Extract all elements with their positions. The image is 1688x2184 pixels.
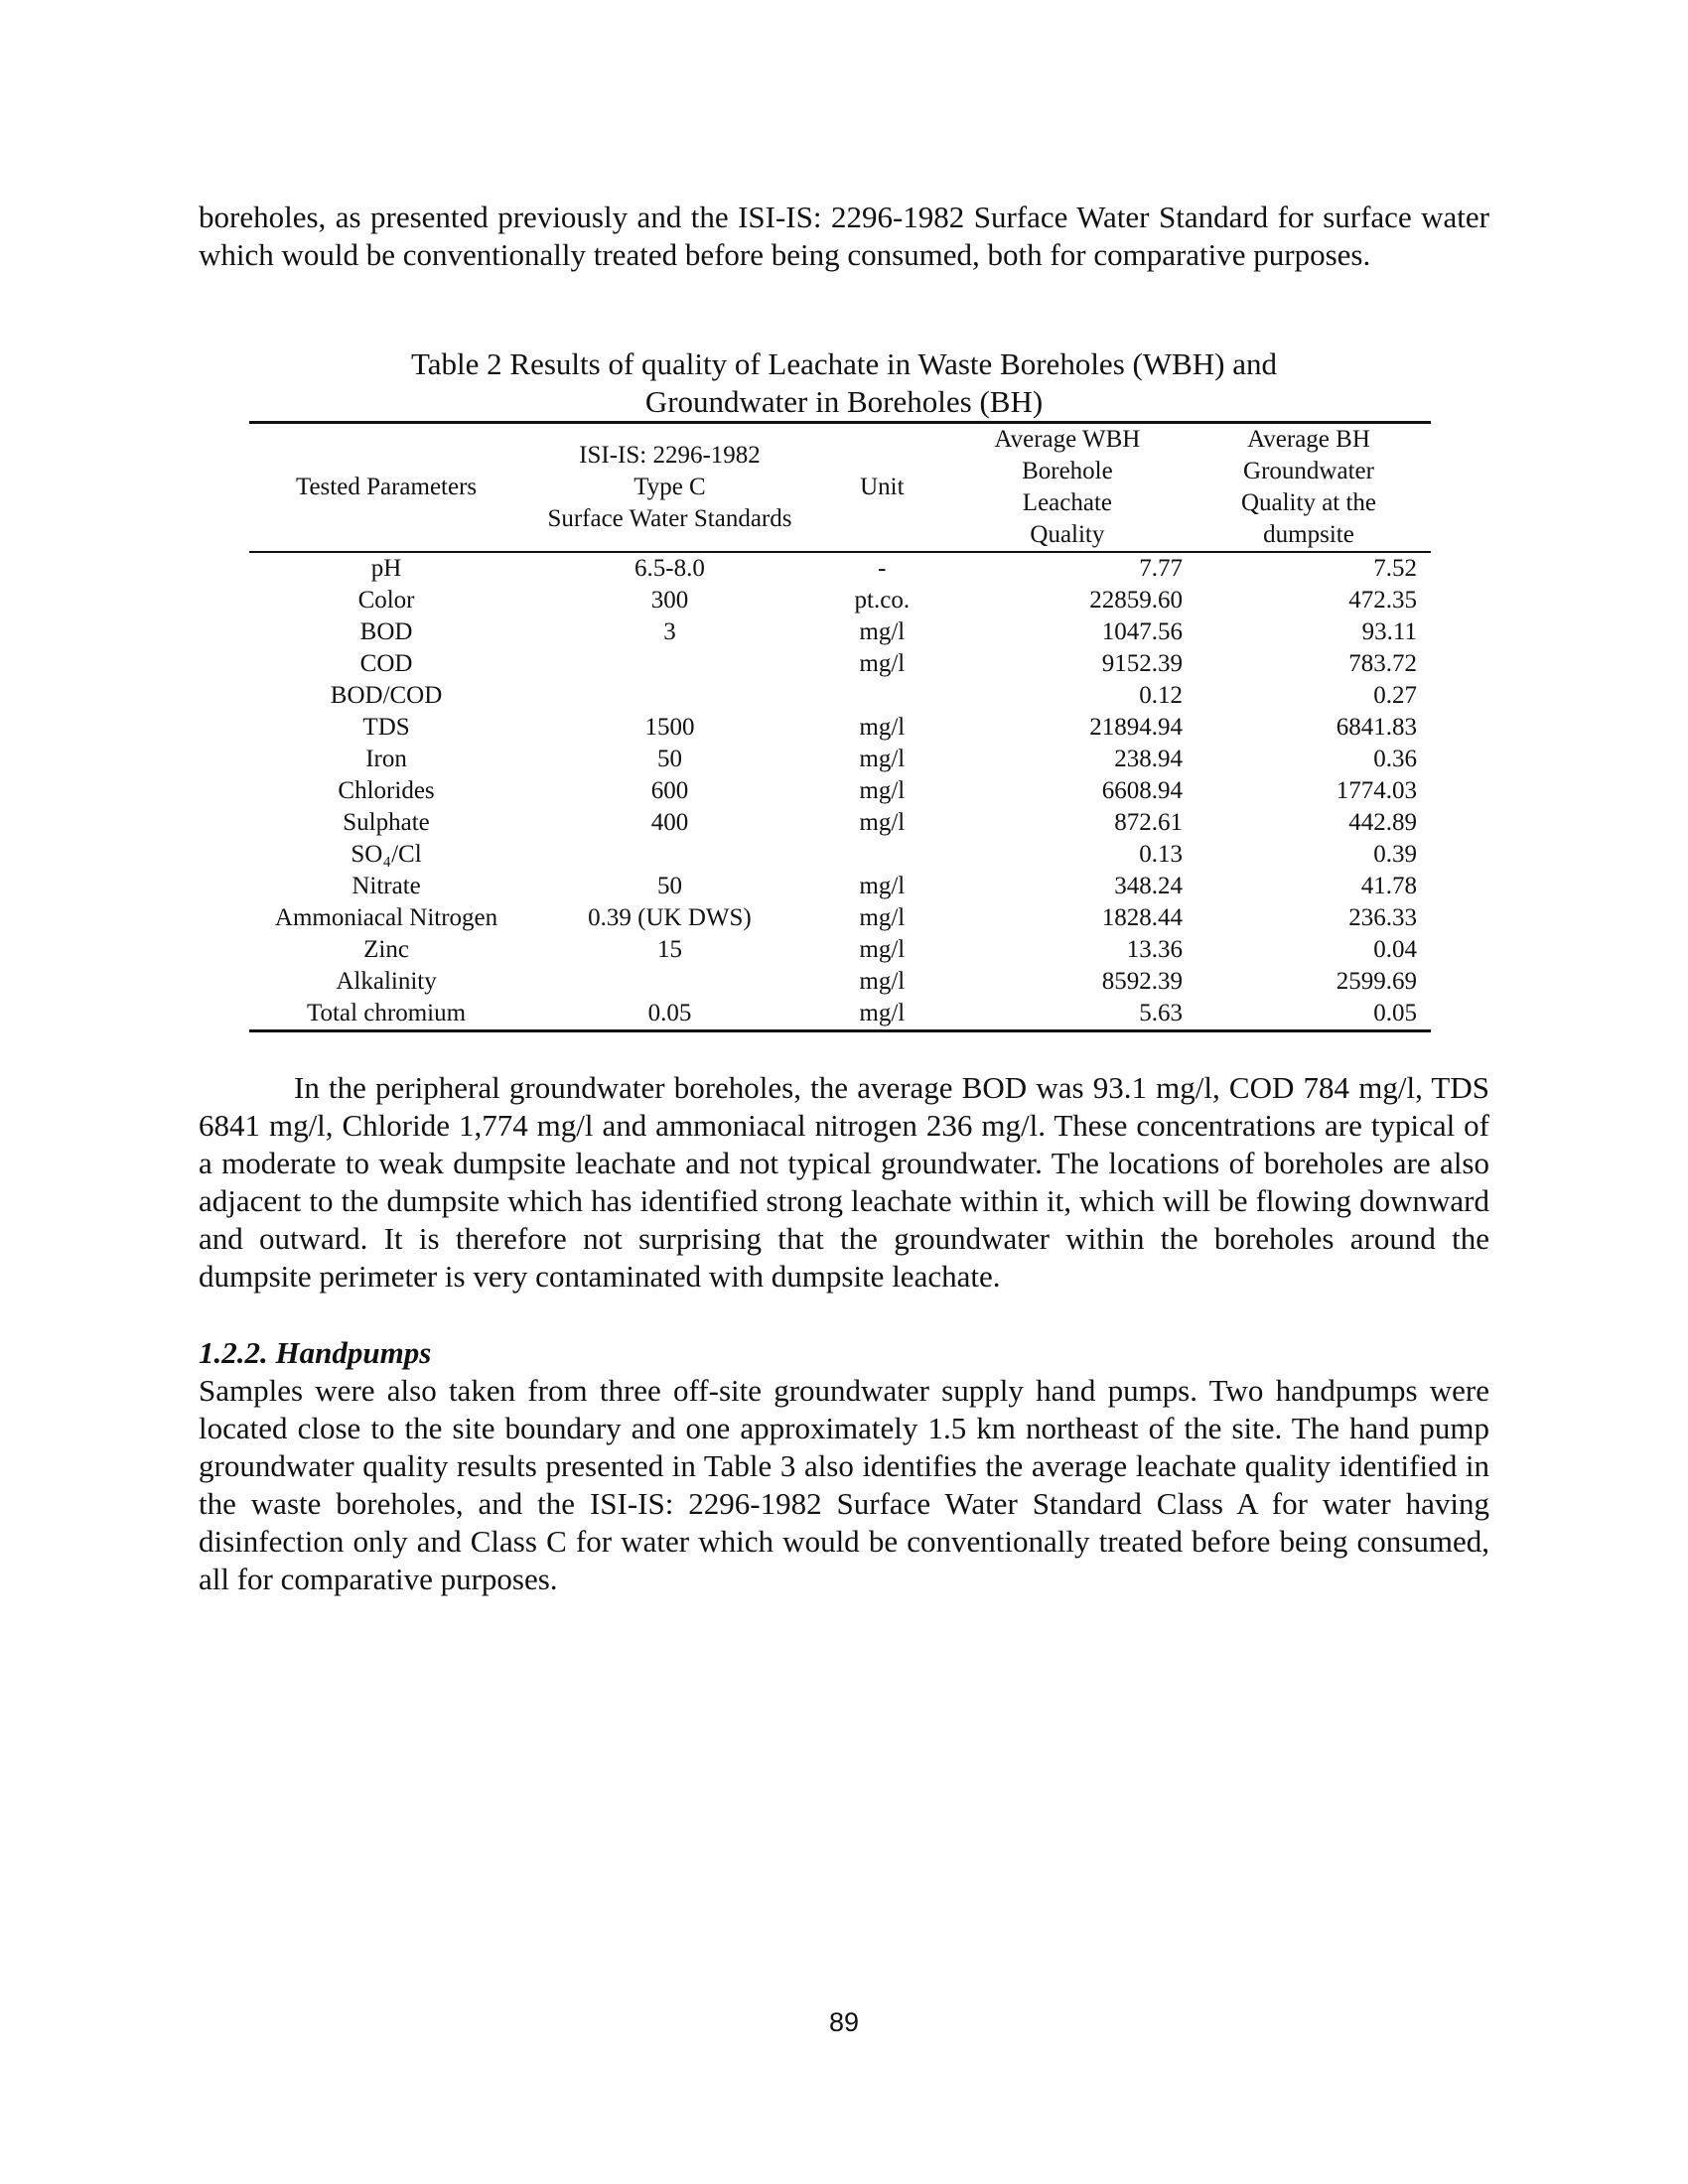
cell-bh: 442.89 bbox=[1348, 809, 1417, 836]
cell-unit: mg/l bbox=[859, 936, 906, 963]
cell-standard: 400 bbox=[650, 809, 689, 836]
cell-wbh: 238.94 bbox=[1114, 746, 1183, 772]
cell-bh: 0.39 bbox=[1373, 841, 1417, 868]
cell-wbh: 1047.56 bbox=[1101, 618, 1183, 645]
table-body bbox=[249, 552, 1431, 1031]
results-table-container bbox=[249, 421, 1431, 1032]
cell-wbh: 9152.39 bbox=[1101, 650, 1183, 677]
cell-parameter: Chlorides bbox=[338, 777, 435, 804]
cell-parameter: Sulphate bbox=[343, 809, 430, 836]
header-bh-line: Quality at the bbox=[1240, 489, 1377, 516]
cell-unit: mg/l bbox=[859, 904, 906, 931]
cell-bh: 93.11 bbox=[1361, 618, 1417, 645]
table-row bbox=[249, 585, 1431, 616]
cell-wbh: 0.13 bbox=[1139, 841, 1183, 868]
cell-unit: mg/l bbox=[859, 809, 906, 836]
cell-parameter: COD bbox=[359, 650, 413, 677]
cell-wbh: 13.36 bbox=[1126, 936, 1183, 963]
cell-bh: 2599.69 bbox=[1336, 968, 1417, 995]
section-heading: 1.2.2. Handpumps bbox=[199, 1335, 432, 1370]
cell-bh: 236.33 bbox=[1348, 904, 1417, 931]
discussion-paragraph: In the peripheral groundwater boreholes, the average BOD was 93.1 mg/l, COD 784 mg/l, TDS 6841 mg/l, Chloride 1,774 mg/l and ammoniacal nitrogen 236 mg/l. These concentrations are typical of a moderate to weak dumpsite leachate and not typical groundwater. The locations of boreholes are also adjacent to the dumpsite which has identified strong leachate within it, which will be flowing downward and outward. It is therefore not surprising that the groundwater within the boreholes around the dumpsite perimeter is very contaminated with dumpsite leachate. bbox=[199, 1070, 1489, 1294]
cell-standard bbox=[523, 966, 816, 998]
table-caption bbox=[248, 345, 1440, 421]
cell-parameter: Iron bbox=[365, 746, 407, 772]
cell-standard: 0.39 (UK DWS) bbox=[588, 904, 752, 931]
header-bh-line: Average BH bbox=[1247, 426, 1370, 453]
header-wbh-line: Average WBH bbox=[994, 426, 1141, 453]
cell-bh: 41.78 bbox=[1360, 873, 1417, 899]
header-standard-line: Type C bbox=[633, 474, 706, 500]
cell-standard: 3 bbox=[663, 618, 676, 645]
table-row bbox=[249, 902, 1431, 934]
cell-unit: mg/l bbox=[859, 618, 906, 645]
cell-unit: mg/l bbox=[859, 968, 906, 995]
cell-bh: 472.35 bbox=[1348, 587, 1417, 614]
cell-wbh: 21894.94 bbox=[1089, 714, 1183, 741]
cell-parameter: BOD/COD bbox=[330, 682, 443, 709]
table-row bbox=[249, 934, 1431, 966]
table-caption-line-1: Table 2 Results of quality of Leachate in Waste Boreholes (WBH) and bbox=[411, 346, 1277, 381]
header-standard-line: ISI-IS: 2296-1982 bbox=[579, 442, 761, 469]
cell-unit bbox=[816, 839, 948, 871]
header-tested-parameters: Tested Parameters bbox=[295, 474, 478, 500]
handpumps-paragraph: Samples were also taken from three off-site groundwater supply hand pumps. Two handpumps were located close to the site boundary and one approximately 1.5 km northeast of the site. The hand pump groundwater quality results presented in Table 3 also identifies the average leachate quality identified in the waste boreholes, and the ISI-IS: 2296-1982 Surface Water Standard Class A for water having disinfection only and Class C for water which would be conventionally treated before being consumed, all for comparative purposes. bbox=[199, 1373, 1489, 1596]
cell-standard bbox=[523, 680, 816, 712]
cell-wbh: 5.63 bbox=[1139, 1000, 1183, 1026]
cell-standard bbox=[523, 648, 816, 680]
cell-parameter: Alkalinity bbox=[336, 968, 437, 995]
header-bh-line: dumpsite bbox=[1263, 521, 1354, 548]
header-standard-line: Surface Water Standards bbox=[547, 505, 792, 532]
table-row bbox=[249, 807, 1431, 839]
table-row bbox=[249, 966, 1431, 998]
table-row bbox=[249, 839, 1431, 871]
intro-paragraph: boreholes, as presented previously and the ISI-IS: 2296-1982 Surface Water Standard for surface water which would be conventionally treated before being consumed, both for comparative purposes. bbox=[199, 200, 1489, 272]
cell-unit: - bbox=[878, 555, 887, 582]
cell-standard: 50 bbox=[656, 873, 682, 899]
cell-parameter: BOD bbox=[359, 618, 413, 645]
table-row bbox=[249, 998, 1431, 1031]
cell-bh: 0.05 bbox=[1373, 1000, 1417, 1026]
header-wbh-line: Leachate bbox=[1022, 489, 1112, 516]
cell-unit: mg/l bbox=[859, 714, 906, 741]
table-header bbox=[249, 423, 1431, 553]
cell-wbh: 1828.44 bbox=[1101, 904, 1183, 931]
cell-wbh: 348.24 bbox=[1114, 873, 1183, 899]
table-row bbox=[249, 775, 1431, 807]
cell-wbh: 8592.39 bbox=[1101, 968, 1183, 995]
cell-standard: 600 bbox=[650, 777, 689, 804]
cell-parameter: Zinc bbox=[363, 936, 409, 963]
cell-standard: 6.5-8.0 bbox=[634, 555, 705, 582]
cell-bh: 1774.03 bbox=[1336, 777, 1417, 804]
header-standard bbox=[523, 423, 816, 553]
cell-bh: 0.36 bbox=[1373, 746, 1417, 772]
table-header-row bbox=[249, 423, 1431, 553]
cell-wbh: 872.61 bbox=[1114, 809, 1183, 836]
cell-unit bbox=[816, 680, 948, 712]
cell-unit: pt.co. bbox=[854, 587, 911, 614]
header-wbh-line: Borehole bbox=[1022, 458, 1113, 484]
table-row bbox=[249, 712, 1431, 744]
cell-bh: 783.72 bbox=[1348, 650, 1417, 677]
table-row bbox=[249, 552, 1431, 585]
cell-standard: 15 bbox=[656, 936, 682, 963]
cell-unit: mg/l bbox=[859, 777, 906, 804]
cell-wbh: 0.12 bbox=[1139, 682, 1183, 709]
table-row bbox=[249, 680, 1431, 712]
cell-parameter: Color bbox=[357, 587, 415, 614]
table-row bbox=[249, 871, 1431, 902]
table-caption-line-2: Groundwater in Boreholes (BH) bbox=[644, 384, 1044, 419]
cell-parameter: TDS bbox=[362, 714, 410, 741]
cell-bh: 0.04 bbox=[1373, 936, 1417, 963]
cell-standard bbox=[523, 839, 816, 871]
cell-bh: 0.27 bbox=[1373, 682, 1417, 709]
cell-parameter: pH bbox=[370, 555, 402, 582]
cell-wbh: 7.77 bbox=[1139, 555, 1183, 582]
table-row bbox=[249, 648, 1431, 680]
cell-parameter: Nitrate bbox=[352, 873, 421, 899]
cell-unit: mg/l bbox=[859, 650, 906, 677]
cell-parameter: Total chromium bbox=[307, 1000, 467, 1026]
cell-wbh: 6608.94 bbox=[1101, 777, 1183, 804]
cell-unit: mg/l bbox=[859, 1000, 906, 1026]
table-row bbox=[249, 616, 1431, 648]
header-wbh-line: Quality bbox=[1030, 521, 1105, 548]
results-table bbox=[249, 421, 1431, 1032]
cell-bh: 7.52 bbox=[1373, 555, 1417, 582]
cell-unit: mg/l bbox=[859, 873, 906, 899]
cell-wbh: 22859.60 bbox=[1089, 587, 1183, 614]
cell-standard: 1500 bbox=[644, 714, 695, 741]
header-average-wbh bbox=[948, 423, 1187, 553]
cell-parameter: Ammoniacal Nitrogen bbox=[274, 904, 498, 931]
cell-parameter: SO₄/Cl bbox=[351, 841, 422, 868]
header-average-bh bbox=[1187, 423, 1431, 553]
cell-standard: 0.05 bbox=[647, 1000, 692, 1026]
header-bh-line: Groundwater bbox=[1243, 458, 1374, 484]
header-unit: Unit bbox=[860, 474, 905, 500]
cell-unit: mg/l bbox=[859, 746, 906, 772]
cell-bh: 6841.83 bbox=[1336, 714, 1417, 741]
page-number: 89 bbox=[828, 2007, 860, 2037]
cell-standard: 300 bbox=[650, 587, 689, 614]
table-row bbox=[249, 744, 1431, 775]
cell-standard: 50 bbox=[656, 746, 682, 772]
